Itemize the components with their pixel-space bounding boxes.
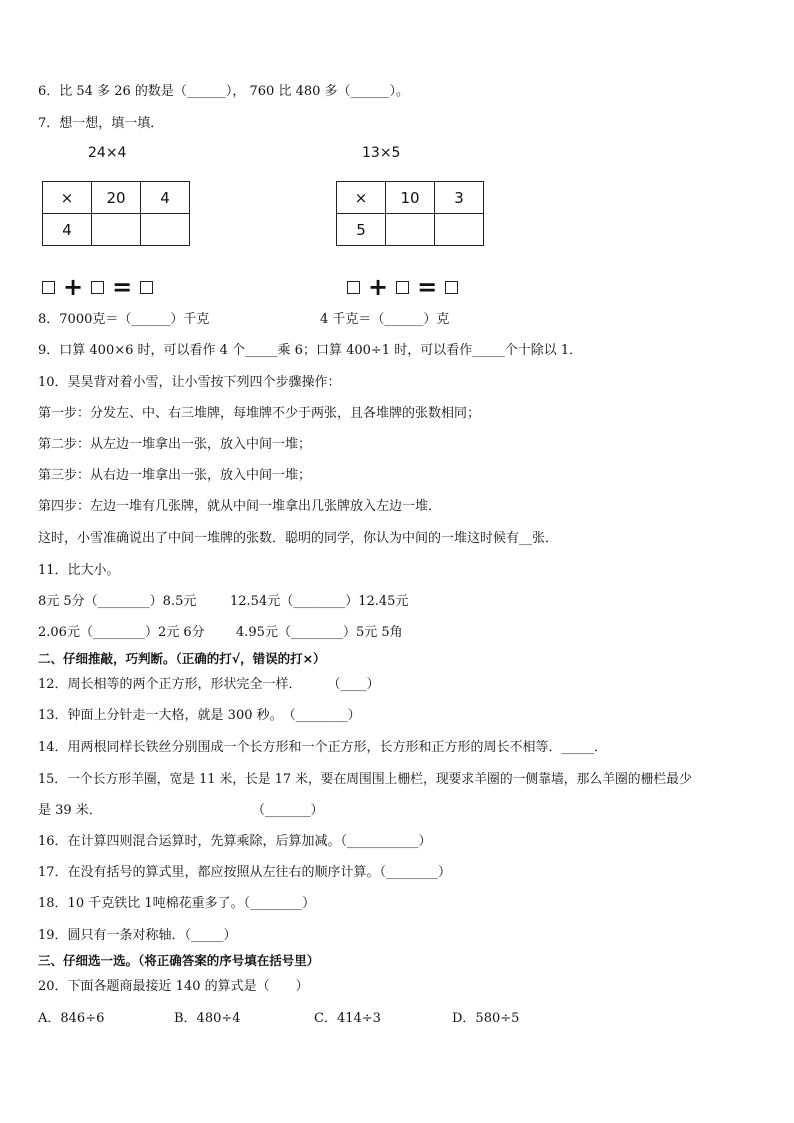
table-header-cell: × — [337, 182, 386, 214]
answer-cell[interactable] — [386, 214, 435, 246]
answer-box[interactable] — [140, 281, 153, 294]
section-2-heading: 二、仔细推敲，巧判断。（正确的打√，错误的打×） — [38, 651, 326, 666]
table-header-cell: × — [43, 182, 92, 214]
question-13: 13．钟面上分针走一大格，就是 300 秒。 （________） — [38, 708, 361, 723]
table-row-label: 4 — [43, 214, 92, 246]
question-10-intro: 10．昊昊背对着小雪，让小雪按下列四个步骤操作： — [38, 375, 341, 390]
left-multiplication-table — [42, 181, 190, 246]
question-6: 6．比 54 多 26 的数是（______）， 760 比 480 多（______）。 — [38, 84, 410, 99]
option-b[interactable]: B．480÷4 — [174, 1011, 241, 1026]
option-a[interactable]: A．846÷6 — [38, 1011, 105, 1026]
equals-sign: = — [112, 273, 133, 301]
left-equation-boxes — [42, 273, 153, 301]
answer-box[interactable] — [396, 281, 409, 294]
answer-box[interactable] — [347, 281, 360, 294]
table-header-cell: 20 — [92, 182, 141, 214]
question-10-step1: 第一步：分发左、中、右三堆牌，每堆牌不少于两张，且各堆牌的张数相同； — [38, 406, 481, 421]
question-8b: 4 千克＝（______）克 — [320, 312, 450, 327]
option-c[interactable]: C．414÷3 — [314, 1011, 381, 1026]
table-header-cell: 4 — [141, 182, 190, 214]
question-18: 18．10 千克铁比 1吨棉花重多了。（________） — [38, 896, 316, 911]
question-20: 20．下面各题商最接近 140 的算式是（ ） — [38, 979, 309, 994]
answer-blank[interactable]: （_______） — [252, 803, 324, 818]
compare-item: 8元 5分（________）8.5元 — [38, 594, 197, 609]
question-15-line1: 15．一个长方形羊圈，宽是 11 米，长是 17 米，要在周围围上栅栏，现要求羊圈的一侧靠墙，那么羊圈的栅栏最少 — [38, 772, 692, 787]
answer-cell[interactable] — [141, 214, 190, 246]
right-equation-boxes — [347, 273, 458, 301]
section-3-heading: 三、仔细选一选。（将正确答案的序号填在括号里） — [38, 953, 320, 968]
equals-sign: = — [417, 273, 438, 301]
question-10-ask: 这时，小雪准确说出了中间一堆牌的张数．聪明的同学，你认为中间的一堆这时候有__张． — [38, 531, 559, 546]
table-header-cell: 3 — [435, 182, 484, 214]
question-10-step3: 第三步：从右边一堆拿出一张，放入中间一堆； — [38, 468, 312, 483]
answer-box[interactable] — [42, 281, 55, 294]
question-12: 12．周长相等的两个正方形，形状完全一样． （____） — [38, 677, 380, 692]
option-d[interactable]: D．580÷5 — [452, 1011, 520, 1026]
question-9: 9．口算 400×6 时，可以看作 4 个_____乘 6；口算 400÷1 时，可以看作_____个十除以 1． — [38, 343, 583, 358]
compare-item: 12.54元（________）12.45元 — [230, 594, 409, 609]
answer-box[interactable] — [91, 281, 104, 294]
question-15-line2: 是 39 米． — [38, 803, 102, 818]
table-row-label: 5 — [337, 214, 386, 246]
compare-item: 4.95元（________）5元 5角 — [236, 625, 403, 640]
right-multiplication-table — [336, 181, 484, 246]
question-7-title: 7．想一想，填一填． — [38, 116, 164, 131]
answer-cell[interactable] — [435, 214, 484, 246]
left-expression: 24×4 — [88, 145, 127, 161]
plus-sign: + — [63, 273, 84, 301]
question-10-step4: 第四步：左边一堆有几张牌，就从中间一堆拿出几张牌放入左边一堆． — [38, 499, 442, 514]
question-10-step2: 第二步：从左边一堆拿出一张，放入中间一堆； — [38, 437, 312, 452]
question-8a: 8．7000克＝（______）千克 — [38, 312, 210, 327]
question-14: 14．用两根同样长铁丝分别围成一个长方形和一个正方形，长方形和正方形的周长不相等．_____． — [38, 740, 608, 755]
question-17: 17．在没有括号的算式里，都应按照从左往右的顺序计算。（________） — [38, 865, 452, 880]
question-19: 19．圆只有一条对称轴．（_____） — [38, 928, 237, 943]
compare-item: 2.06元（________）2元 6分 — [38, 625, 205, 640]
right-expression: 13×5 — [362, 145, 401, 161]
table-header-cell: 10 — [386, 182, 435, 214]
answer-cell[interactable] — [92, 214, 141, 246]
answer-box[interactable] — [445, 281, 458, 294]
plus-sign: + — [368, 273, 389, 301]
question-16: 16．在计算四则混合运算时，先算乘除，后算加减。（___________） — [38, 834, 432, 849]
question-11-title: 11．比大小。 — [38, 563, 120, 578]
